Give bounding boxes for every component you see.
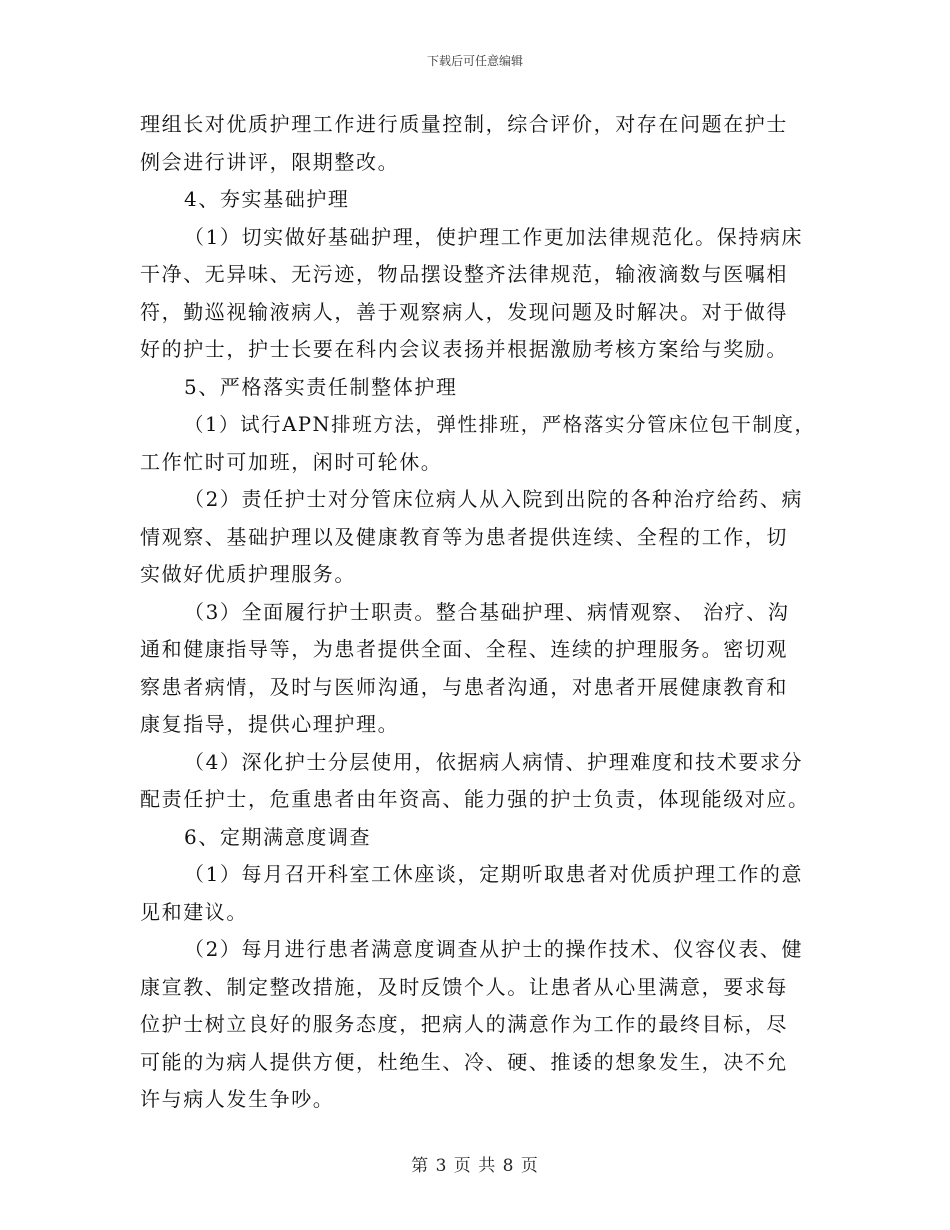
body-line: 好的护士，护士长要在科内会议表扬并根据激励考核方案给与奖励。 — [140, 337, 788, 361]
body-line: 许与病人发生争吵。 — [140, 1087, 335, 1111]
body-line: （2）责任护士对分管床位病人从入院到出院的各种治疗给药、病 — [184, 487, 804, 511]
body-line: 符，勤巡视输液病人，善于观察病人，发现问题及时解决。对于做得 — [140, 299, 788, 324]
body-line: 通和健康指导等，为患者提供全面、全程、连续的护理服务。密切观 — [140, 637, 788, 661]
body-line: 察患者病情，及时与医师沟通，与患者沟通，对患者开展健康教育和 — [140, 674, 788, 699]
body-line: 位护士树立良好的服务态度，把病人的满意作为工作的最终目标，尽 — [140, 1012, 788, 1036]
document-body — [140, 106, 820, 1119]
body-line: 康复指导，提供心理护理。 — [140, 712, 400, 736]
body-line: 理组长对优质护理工作进行质量控制，综合评价，对存在问题在护士 — [140, 112, 788, 136]
body-line: 见和建议。 — [140, 899, 248, 924]
body-line: 配责任护士，危重患者由年资高、能力强的护士负责，体现能级对应。 — [140, 787, 810, 811]
body-line: （1）切实做好基础护理，使护理工作更加法律规范化。保持病床 — [184, 224, 804, 249]
body-line: （3）全面履行护士职责。整合基础护理、病情观察、 治疗、沟 — [184, 599, 790, 624]
body-line: （1）试行APN排班方法，弹性排班，严格落实分管床位包干制度， — [184, 413, 816, 436]
body-line: 实做好优质护理服务。 — [140, 562, 356, 586]
section-heading: 6、定期满意度调查 — [184, 824, 372, 849]
body-line: 可能的为病人提供方便，杜绝生、冷、硬、推诿的想象发生，决不允 — [140, 1049, 788, 1074]
body-line: 例会进行讲评，限期整改。 — [140, 149, 400, 174]
body-line: 康宣教、制定整改措施，及时反馈个人。让患者从心里满意，要求每 — [140, 974, 788, 999]
page-header: 下载后可任意编辑 — [426, 54, 523, 68]
section-heading: 5、严格落实责任制整体护理 — [184, 374, 458, 399]
section-heading: 4、夯实基础护理 — [184, 187, 350, 211]
body-line: （2）每月进行患者满意度调查从护士的操作技术、仪容仪表、健 — [184, 937, 804, 961]
body-line: 情观察、基础护理以及健康教育等为患者提供连续、全程的工作，切 — [140, 524, 788, 549]
body-line: 工作忙时可加班，闲时可轮休。 — [140, 449, 443, 474]
body-line: （1）每月召开科室工休座谈，定期听取患者对优质护理工作的意 — [184, 862, 804, 886]
body-line: 干净、无异味、无污迹，物品摆设整齐法律规范，输液滴数与医嘱相 — [140, 262, 788, 286]
page-number: 第 3 页 共 8 页 — [411, 1156, 539, 1176]
body-line: （4）深化护士分层使用，依据病人病情、护理难度和技术要求分 — [184, 749, 804, 774]
